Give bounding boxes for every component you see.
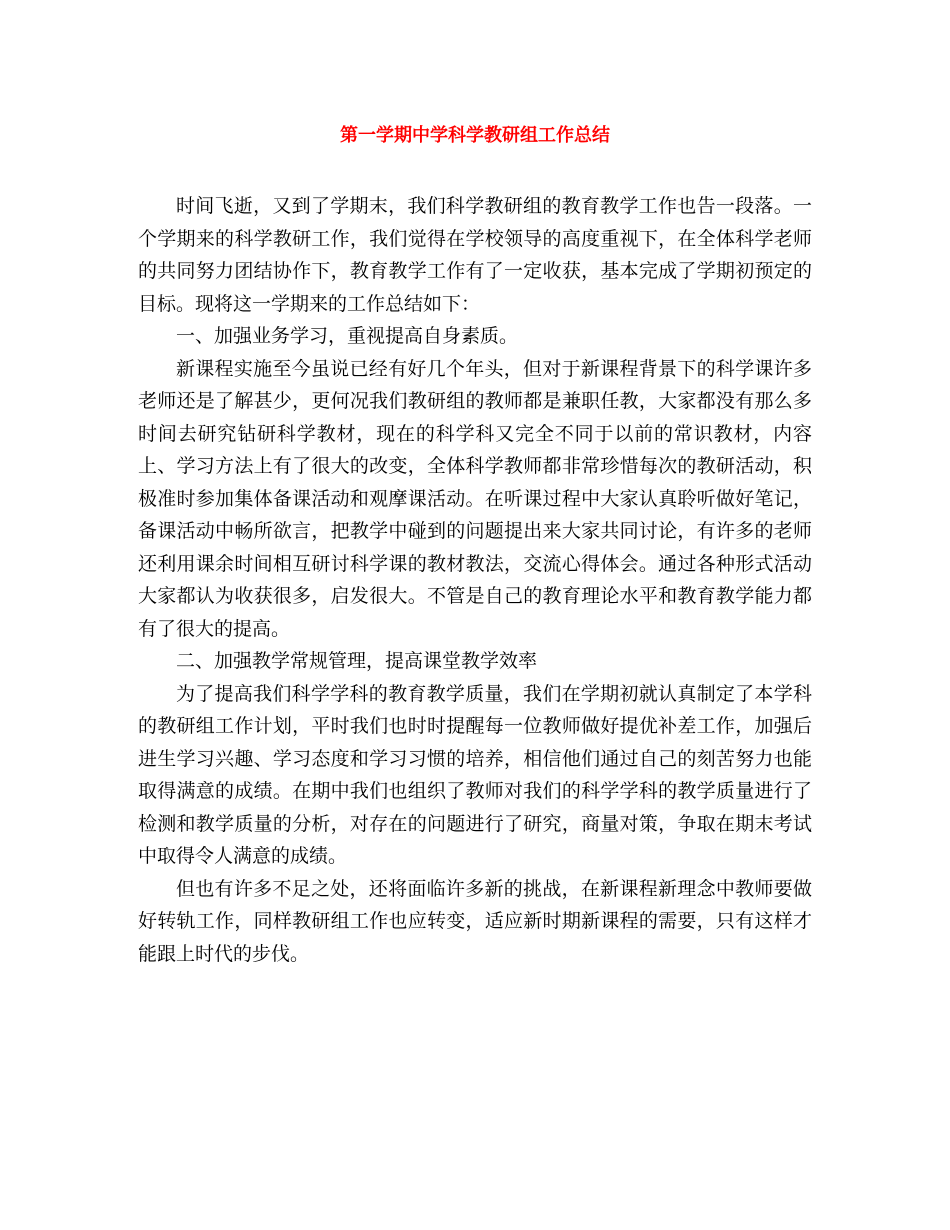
section-heading-2: 二、加强教学常规管理，提高课堂教学效率 <box>176 650 538 672</box>
section-heading-1: 一、加强业务学习，重视提高自身素质。 <box>176 325 519 347</box>
document-title: 第一学期中学科学教研组工作总结 <box>340 125 610 146</box>
paragraph-intro: 时间飞逝，又到了学期末，我们科学教研组的教育教学工作也告一段落。一个学期来的科学教研工作，我们觉得在学校领导的高度重视下，在全体科学老师的共同努力团结协作下，教育教学工作有了一定收获，基本完成了学期初预定的目标。现将这一学期来的工作总结如下： <box>138 195 812 315</box>
paragraph-conclusion: 但也有许多不足之处，还将面临许多新的挑战，在新课程新理念中教师要做好转轨工作，同样教研组工作也应转变，适应新时期新课程的需要，只有这样才能跟上时代的步伐。 <box>138 877 812 965</box>
paragraph-section-2: 为了提高我们科学学科的教育教学质量，我们在学期初就认真制定了本学科的教研组工作计划，平时我们也时时提醒每一位教师做好提优补差工作，加强后进生学习兴趣、学习态度和学习习惯的培养，相信他们通过自己的刻苦努力也能取得满意的成绩。在期中我们也组织了教师对我们的科学学科的教学质量进行了检测和教学质量的分析，对存在的问题进行了研究，商量对策，争取在期末考试中取得令人满意的成绩。 <box>138 682 812 867</box>
paragraph-section-1: 新课程实施至今虽说已经有好几个年头，但对于新课程背景下的科学课许多老师还是了解甚少，更何况我们教研组的教师都是兼职任教，大家都没有那么多时间去研究钻研科学教材，现在的科学科又完全不同于以前的常识教材，内容上、学习方法上有了很大的改变，全体科学教师都非常珍惜每次的教研活动，积极准时参加集体备课活动和观摩课活动。在听课过程中大家认真聆听做好笔记，备课活动中畅所欲言，把教学中碰到的问题提出来大家共同讨论，有许多的老师还利用课余时间相互研讨科学课的教材教法，交流心得体会。通过各种形式活动大家都认为收获很多，启发很大。不管是自己的教育理论水平和教育教学能力都有了很大的提高。 <box>138 357 812 640</box>
document-body <box>138 190 812 970</box>
